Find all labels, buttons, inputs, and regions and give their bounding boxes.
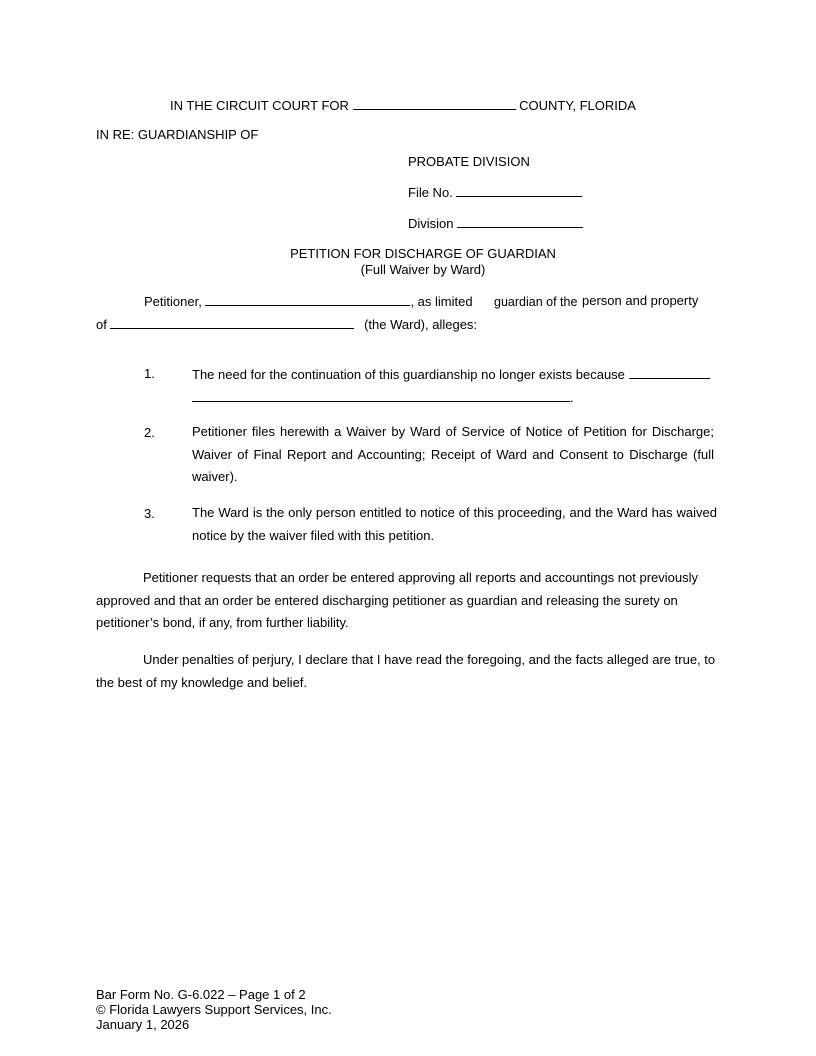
ward-name-blank[interactable]	[110, 316, 354, 329]
list-item: The Ward is the only person entitled to notice of this proceeding, and the Ward has waived notice by the waiver filed with this petition.	[192, 505, 717, 543]
document-title: PETITION FOR DISCHARGE OF GUARDIAN	[290, 246, 556, 261]
ward-alleges-text: (the Ward), alleges:	[364, 317, 478, 332]
file-no-label: File No.	[408, 185, 453, 200]
court-suffix: COUNTY, FLORIDA	[519, 98, 636, 113]
list-item: Petitioner files herewith a Waiver by Ward of Service of Notice of Petition for Discharge; Waiver of Final Report and Accounting; Receipt of Ward and Consent to Discharge (full waiver).	[192, 424, 714, 484]
division-row	[408, 215, 583, 232]
item-number: 1.	[144, 366, 155, 381]
court-prefix: IN THE CIRCUIT COURT FOR	[170, 98, 349, 113]
reason-blank-continuation[interactable]	[192, 389, 570, 402]
ward-line	[96, 316, 477, 333]
probate-division-label: PROBATE DIVISION	[408, 154, 530, 169]
court-heading	[170, 97, 636, 114]
division-blank[interactable]	[457, 215, 583, 228]
file-no-blank[interactable]	[456, 184, 582, 197]
as-limited-text: , as limited	[410, 294, 473, 309]
list-item	[192, 366, 710, 383]
person-property-text: person and property	[582, 293, 699, 308]
petitioner-label: Petitioner,	[144, 294, 202, 309]
file-no-row	[408, 184, 582, 201]
division-label: Division	[408, 216, 454, 231]
item-text: The need for the continuation of this guardianship no longer exists because	[192, 367, 625, 382]
footer-form-no: Bar Form No. G-6.022 – Page 1 of 2	[96, 987, 306, 1002]
in-re-label: IN RE: GUARDIANSHIP OF	[96, 127, 259, 142]
footer-copyright: © Florida Lawyers Support Services, Inc.	[96, 1002, 332, 1017]
footer-date: January 1, 2026	[96, 1017, 190, 1032]
perjury-paragraph: Under penalties of perjury, I declare that I have read the foregoing, and the facts alleged are true, to the best of my knowledge and belief.	[96, 652, 716, 690]
item-number: 2.	[144, 425, 155, 440]
petitioner-name-blank[interactable]	[205, 293, 410, 306]
county-blank[interactable]	[353, 97, 516, 110]
petitioner-line	[144, 293, 473, 310]
item-number: 3.	[144, 506, 155, 521]
reason-blank[interactable]	[629, 366, 710, 379]
document-subtitle: (Full Waiver by Ward)	[360, 262, 486, 277]
guardian-of-text: guardian of the	[494, 295, 578, 309]
item-end: .	[570, 390, 574, 405]
of-label: of	[96, 317, 107, 332]
request-paragraph: Petitioner requests that an order be entered approving all reports and accountings not previously approved and that an order be entered discharging petitioner as guardian and releasing the surety on petitioner’s bond, if any, from further liability.	[96, 570, 699, 630]
reason-continuation	[192, 389, 574, 406]
